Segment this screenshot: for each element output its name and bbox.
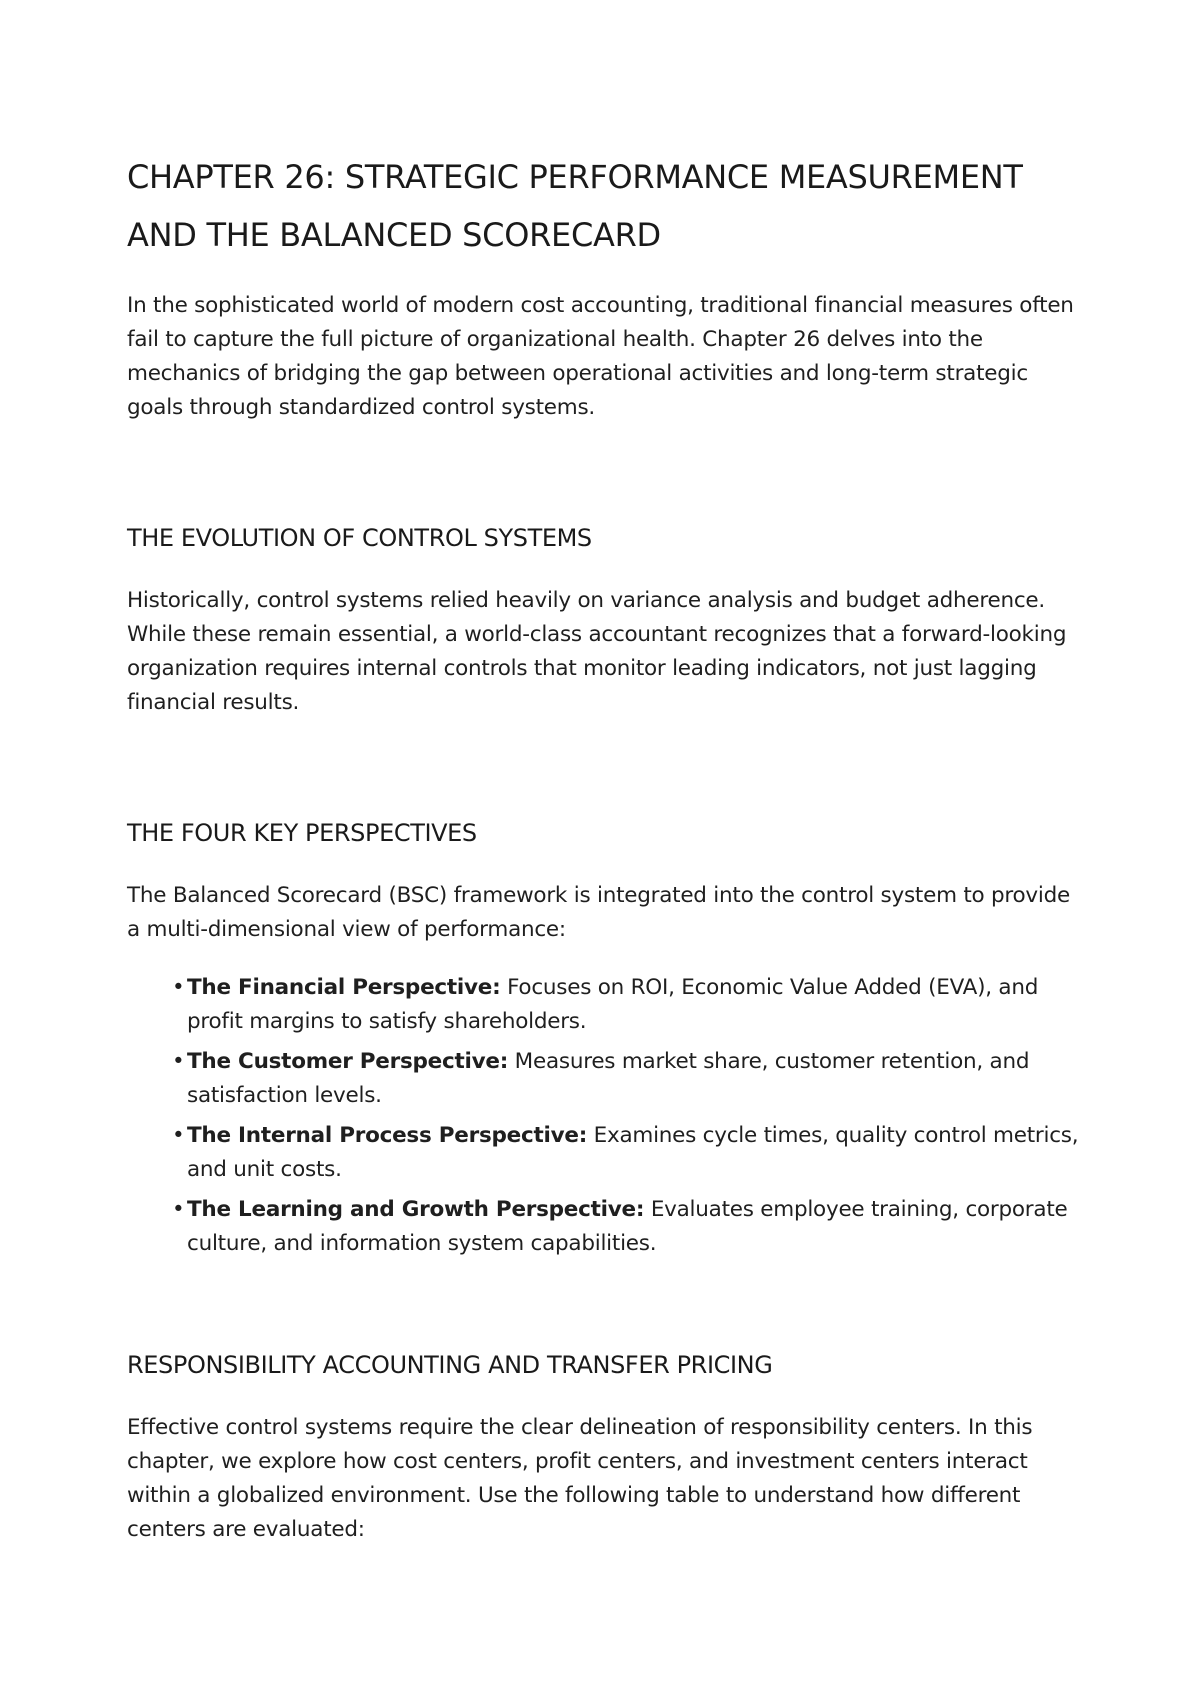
list-item-label: The Financial Perspective: [187,975,501,1000]
list-item-text: Focuses on ROI, Economic Value Added (EVA), and profit margins to satisfy shareholders. [187,975,1039,1034]
list-item-text: Examines cycle times, quality control metrics, and unit costs. [187,1123,1079,1182]
section-heading: RESPONSIBILITY ACCOUNTING AND TRANSFER PRICING [127,1351,773,1379]
bullet-icon: • [172,1049,185,1074]
bullet-icon: • [172,1123,185,1148]
intro-paragraph: In the sophisticated world of modern cost accounting, traditional financial measures often fail to capture the full picture of organizational health. Chapter 26 delves into the mechanics of bridging the gap between operational activities and long-term strategic goals through standardized control systems. [127,293,1074,420]
perspectives-list [127,971,1080,1261]
list-item-text: Evaluates employee training, corporate culture, and information system capabilities. [187,1197,1068,1256]
section-heading: THE EVOLUTION OF CONTROL SYSTEMS [127,524,592,552]
list-item-label: The Learning and Growth Perspective: [187,1197,645,1222]
bullet-icon: • [172,1197,185,1222]
list-item [172,971,1080,1039]
section-body: Effective control systems require the clear delineation of responsibility centers. In this chapter, we explore how cost centers, profit centers, and investment centers interact within a globalized environment. Use the following table to understand how different centers are evaluated: [127,1415,1033,1542]
section-responsibility [127,1348,1080,1547]
list-item-text: Measures market share, customer retention, and satisfaction levels. [187,1049,1030,1108]
section-heading: THE FOUR KEY PERSPECTIVES [127,819,477,847]
bullet-icon: • [172,975,185,1000]
section-evolution [127,521,1080,720]
section-perspectives [127,816,1080,1261]
list-item [172,1119,1080,1187]
section-body: Historically, control systems relied heavily on variance analysis and budget adherence. While these remain essential, a world-class accountant recognizes that a forward-looking organization requires internal controls that monitor leading indicators, not just lagging financial results. [127,588,1067,715]
list-item [172,1045,1080,1113]
section-body: The Balanced Scorecard (BSC) framework is integrated into the control system to provide a multi-dimensional view of performance: [127,883,1070,942]
list-item [172,1193,1080,1261]
list-item-label: The Customer Perspective: [187,1049,509,1074]
list-item-label: The Internal Process Perspective: [187,1123,588,1148]
chapter-title: CHAPTER 26: STRATEGIC PERFORMANCE MEASUREMENT AND THE BALANCED SCORECARD [127,158,1023,254]
